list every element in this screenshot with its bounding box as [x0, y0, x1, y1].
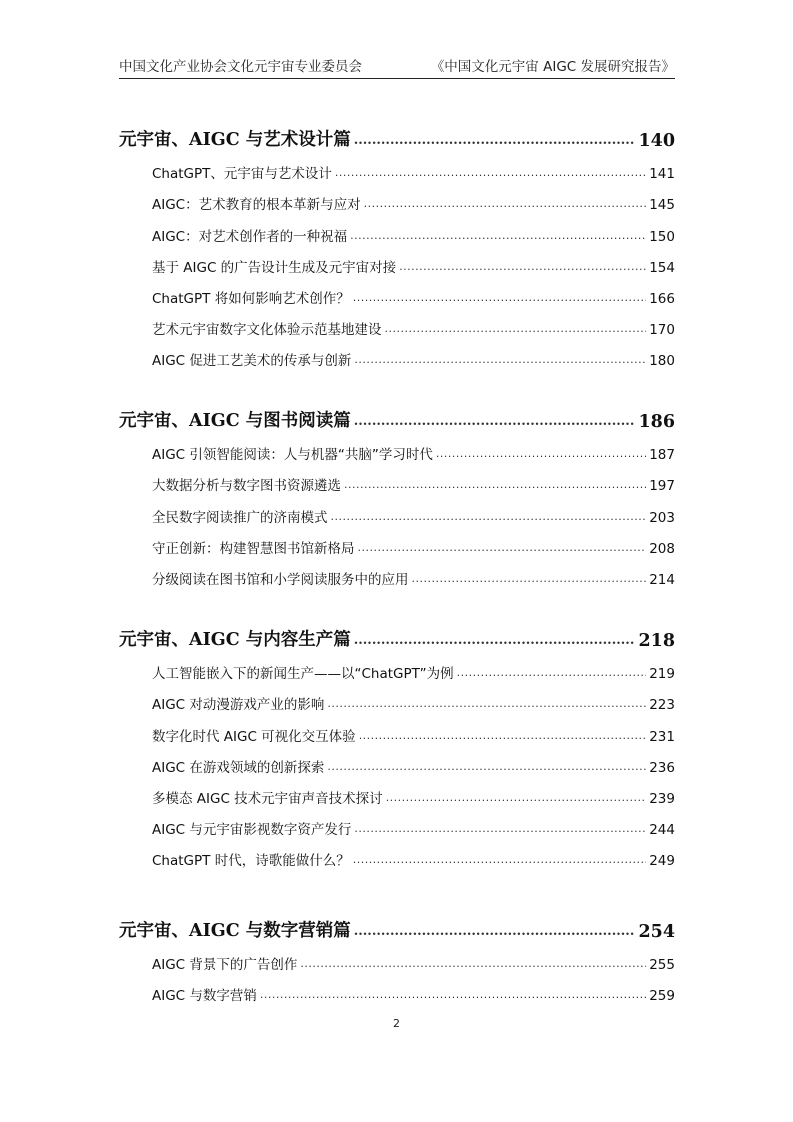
entry-title: 守正创新：构建智慧图书馆新格局	[152, 540, 355, 557]
entry-title: 多模态 AIGC 技术元宇宙声音技术探讨	[152, 790, 383, 807]
entry-title: 基于 AIGC 的广告设计生成及元宇宙对接	[152, 259, 397, 276]
entry-title: ChatGPT、元宇宙与艺术设计	[152, 166, 332, 183]
dot-leader	[300, 957, 646, 973]
dot-leader	[457, 666, 647, 682]
entry-page-number: 231	[649, 728, 675, 745]
toc-entry[interactable]	[152, 463, 675, 494]
toc-entry[interactable]	[152, 942, 675, 973]
entry-title: 人工智能嵌入下的新闻生产——以“ChatGPT”为例	[152, 666, 454, 683]
dot-leader	[331, 510, 647, 526]
entry-page-number: 150	[649, 228, 675, 245]
dot-leader	[354, 634, 636, 651]
section-title: 元宇宙、AIGC 与艺术设计篇	[119, 130, 351, 150]
entry-title: AIGC 与元宇宙影视数字资产发行	[152, 822, 352, 839]
toc-entry[interactable]	[152, 213, 675, 244]
toc-entry[interactable]	[152, 245, 675, 276]
toc-entry[interactable]	[152, 973, 675, 1004]
toc-entry[interactable]	[152, 776, 675, 807]
dot-leader	[344, 478, 646, 494]
entry-title: ChatGPT 时代，诗歌能做什么？	[152, 853, 350, 870]
section-title: 元宇宙、AIGC 与内容生产篇	[119, 630, 351, 650]
section-title: 元宇宙、AIGC 与数字营销篇	[119, 921, 351, 941]
entry-page-number: 141	[649, 166, 675, 183]
entry-page-number: 170	[649, 322, 675, 339]
entry-page-number: 203	[649, 509, 675, 526]
dot-leader	[359, 729, 647, 745]
toc-entry[interactable]	[152, 682, 675, 713]
toc-section-heading[interactable]	[119, 121, 675, 151]
toc-entry[interactable]	[152, 557, 675, 588]
dot-leader	[399, 260, 646, 276]
entry-page-number: 145	[649, 197, 675, 214]
dot-leader	[327, 760, 646, 776]
entry-page-number: 197	[649, 478, 675, 495]
dot-leader	[350, 229, 646, 245]
dot-leader	[354, 822, 646, 838]
entry-page-number: 166	[649, 290, 675, 307]
running-header	[119, 58, 675, 79]
entry-title: AIGC 与数字营销	[152, 988, 257, 1005]
toc-entry[interactable]	[152, 276, 675, 307]
toc-section	[119, 912, 675, 1004]
dot-leader	[436, 447, 646, 463]
header-report-title: 《中国文化元宇宙 AIGC 发展研究报告》	[430, 59, 675, 75]
entry-title: AIGC 对动漫游戏产业的影响	[152, 697, 325, 714]
dot-leader	[358, 541, 647, 557]
toc-entry[interactable]	[152, 807, 675, 838]
entry-title: 艺术元宇宙数字文化体验示范基地建设	[152, 322, 382, 339]
toc-entry[interactable]	[152, 838, 675, 869]
entry-page-number: 239	[649, 790, 675, 807]
entry-page-number: 259	[649, 988, 675, 1005]
entry-title: 分级阅读在图书馆和小学阅读服务中的应用	[152, 571, 409, 588]
entry-page-number: 255	[649, 957, 675, 974]
section-page-number: 186	[638, 412, 675, 432]
entry-page-number: 154	[649, 259, 675, 276]
toc-entry[interactable]	[152, 494, 675, 525]
section-page-number: 218	[638, 631, 675, 651]
toc-entry[interactable]	[152, 307, 675, 338]
toc-section-heading[interactable]	[119, 621, 675, 651]
dot-leader	[354, 353, 646, 369]
toc-section	[119, 621, 675, 869]
section-title: 元宇宙、AIGC 与图书阅读篇	[119, 411, 351, 431]
dot-leader	[327, 697, 646, 713]
header-organization: 中国文化产业协会文化元宇宙专业委员会	[119, 59, 362, 75]
dot-leader	[335, 166, 646, 182]
entry-title: AIGC：艺术教育的根本革新与应对	[152, 197, 361, 214]
toc-section-heading[interactable]	[119, 912, 675, 942]
entry-page-number: 219	[649, 666, 675, 683]
toc-entry[interactable]	[152, 338, 675, 369]
dot-leader	[354, 415, 636, 432]
entry-page-number: 244	[649, 822, 675, 839]
toc-section	[119, 121, 675, 369]
dot-leader	[354, 134, 636, 151]
section-page-number: 140	[638, 131, 675, 151]
entry-title: AIGC 背景下的广告创作	[152, 957, 298, 974]
page-number: 2	[393, 1017, 400, 1030]
entry-title: AIGC：对艺术创作者的一种祝福	[152, 228, 348, 245]
toc-section-heading[interactable]	[119, 402, 675, 432]
dot-leader	[354, 925, 636, 942]
toc-entry[interactable]	[152, 432, 675, 463]
toc-entry[interactable]	[152, 182, 675, 213]
entry-title: AIGC 促进工艺美术的传承与创新	[152, 353, 352, 370]
toc-entry[interactable]	[152, 745, 675, 776]
section-page-number: 254	[638, 922, 675, 942]
entry-title: AIGC 引领智能阅读：人与机器“共脑”学习时代	[152, 447, 433, 464]
dot-leader	[386, 791, 647, 807]
entry-title: ChatGPT 将如何影响艺术创作？	[152, 290, 350, 307]
entry-page-number: 208	[649, 540, 675, 557]
entry-page-number: 214	[649, 571, 675, 588]
entry-page-number: 187	[649, 447, 675, 464]
dot-leader	[364, 197, 647, 213]
entry-title: AIGC 在游戏领域的创新探索	[152, 759, 325, 776]
dot-leader	[412, 572, 647, 588]
toc-entry[interactable]	[152, 713, 675, 744]
entry-page-number: 223	[649, 697, 675, 714]
entry-title: 大数据分析与数字图书资源遴选	[152, 478, 341, 495]
entry-page-number: 236	[649, 759, 675, 776]
toc-entry[interactable]	[152, 526, 675, 557]
dot-leader	[385, 322, 647, 338]
entry-title: 数字化时代 AIGC 可视化交互体验	[152, 728, 356, 745]
dot-leader	[260, 988, 646, 1004]
entry-title: 全民数字阅读推广的济南模式	[152, 509, 328, 526]
toc-entry[interactable]	[152, 151, 675, 182]
toc-entry[interactable]	[152, 651, 675, 682]
entry-page-number: 180	[649, 353, 675, 370]
dot-leader	[353, 291, 647, 307]
dot-leader	[353, 853, 647, 869]
toc-section	[119, 402, 675, 588]
entry-page-number: 249	[649, 853, 675, 870]
